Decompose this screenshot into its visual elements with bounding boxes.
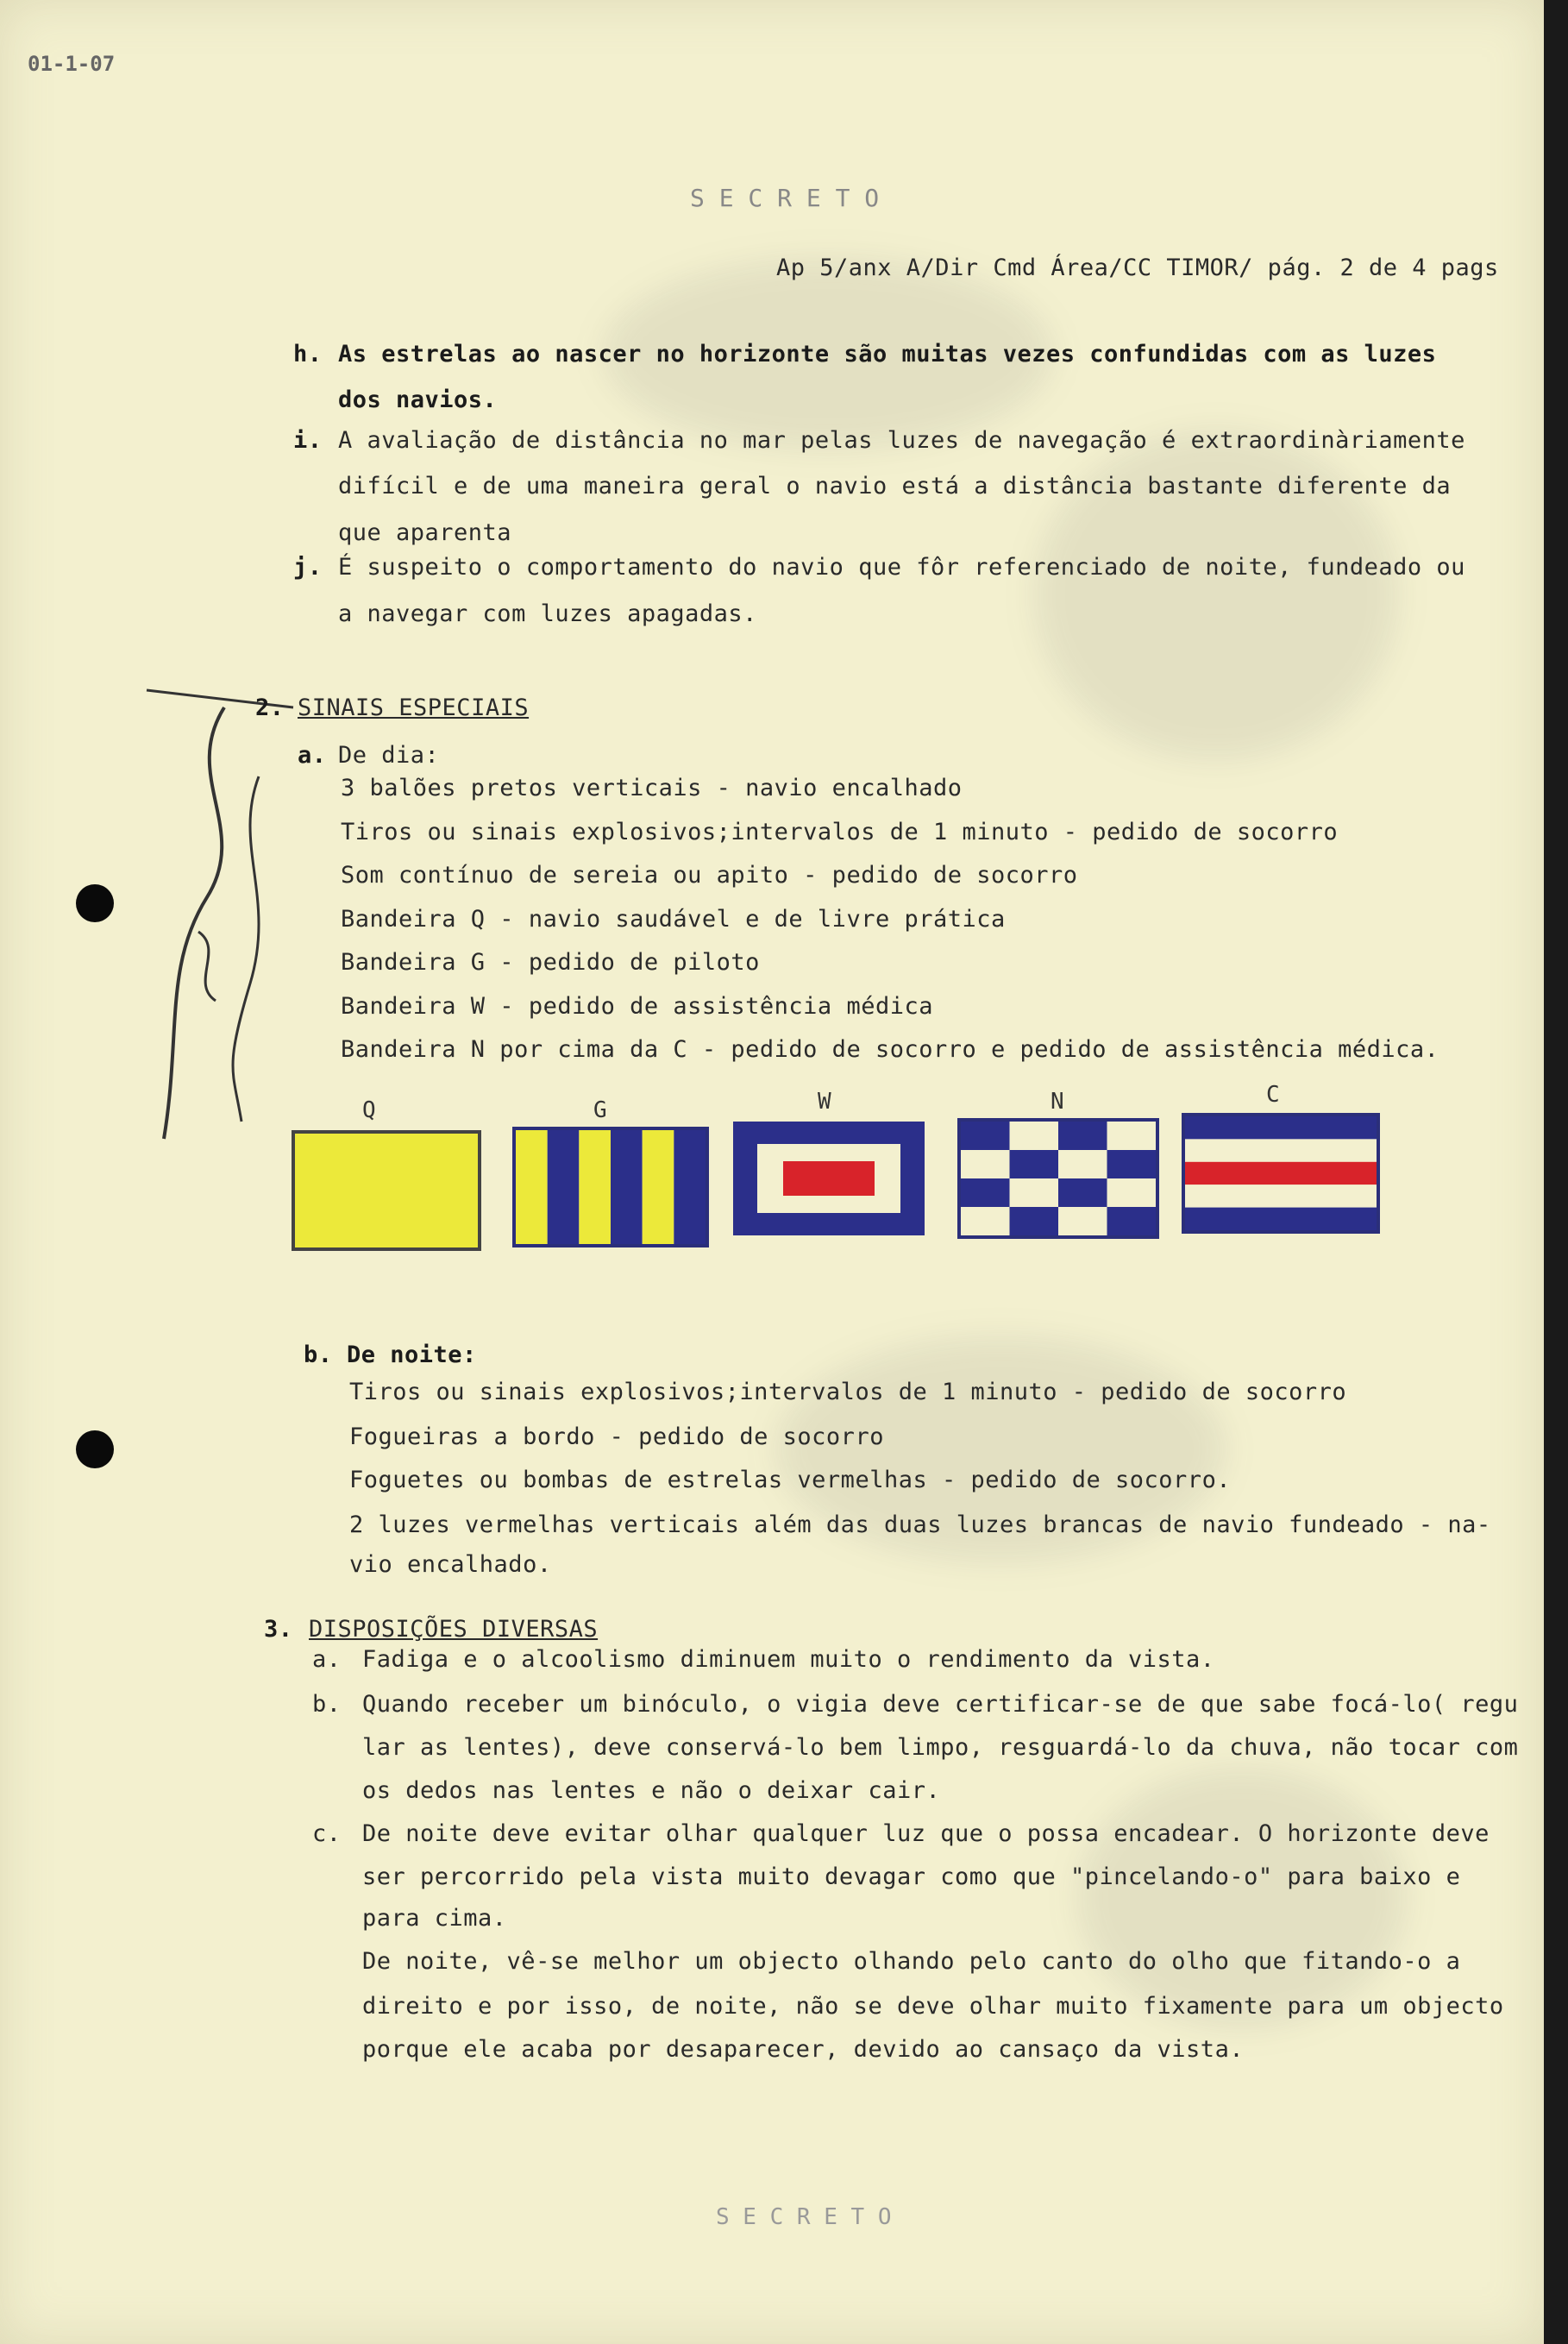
- item-line: Fadiga e o alcoolismo diminuem muito o rendimento da vista.: [362, 1646, 1215, 1673]
- item-line: De noite deve evitar olhar qualquer luz que o possa encadear. O horizonte deve: [362, 1820, 1490, 1847]
- section-3-number: 3.: [264, 1616, 293, 1643]
- night-signal-line: Foguetes ou bombas de estrelas vermelhas - pedido de socorro.: [349, 1467, 1232, 1493]
- day-signal-line: Bandeira W - pedido de assistência médica: [341, 993, 933, 1020]
- section-3-title: DISPOSIÇÕES DIVERSAS: [309, 1616, 599, 1643]
- item-marker: b.: [312, 1691, 342, 1718]
- flag-label-w: W: [818, 1089, 831, 1115]
- corner-mark: 01-1-07: [28, 52, 116, 76]
- night-signal-line: 2 luzes vermelhas verticais além das duas luzes brancas de navio fundeado - na-: [349, 1511, 1491, 1538]
- item-marker: c.: [312, 1820, 342, 1847]
- classification-header: S E C R E T O: [690, 184, 880, 212]
- day-signal-line: Bandeira N por cima da C - pedido de socorro e pedido de assistência médica.: [341, 1036, 1439, 1063]
- document-reference: Ap 5/anx A/Dir Cmd Área/CC TIMOR/ pág. 2 de 4 pags: [776, 255, 1499, 281]
- classification-footer: S E C R E T O: [716, 2204, 892, 2230]
- night-signal-line: Fogueiras a bordo - pedido de socorro: [349, 1423, 884, 1450]
- flag-q-yellow: [292, 1130, 481, 1251]
- item-line: que aparenta: [338, 519, 512, 546]
- item-line: ser percorrido pela vista muito devagar como que "pincelando-o" para baixo e: [362, 1863, 1461, 1890]
- night-marker: b.: [304, 1342, 333, 1368]
- item-line: para cima.: [362, 1905, 507, 1932]
- night-signal-line: vio encalhado.: [349, 1551, 552, 1578]
- flag-label-n: N: [1051, 1089, 1064, 1115]
- day-marker: a.: [298, 742, 327, 769]
- section-2-title: SINAIS ESPECIAIS: [298, 694, 530, 721]
- handwritten-signature: [129, 673, 302, 1156]
- item-line: direito e por isso, de noite, não se deve olhar muito fixamente para um objecto: [362, 1993, 1504, 2020]
- item-line: lar as lentes), deve conservá-lo bem limpo, resguardá-lo da chuva, não tocar com: [362, 1734, 1519, 1761]
- item-line: difícil e de uma maneira geral o navio está a distância bastante diferente da: [338, 473, 1452, 500]
- item-line: porque ele acaba por desaparecer, devido ao cansaço da vista.: [362, 2036, 1245, 2063]
- day-signal-line: Bandeira G - pedido de piloto: [341, 949, 760, 976]
- flag-g-striped: [512, 1127, 709, 1247]
- item-line: De noite, vê-se melhor um objecto olhando pelo canto do olho que fitando-o a: [362, 1948, 1461, 1975]
- punch-hole: [76, 1430, 114, 1468]
- punch-hole: [76, 884, 114, 922]
- item-line: As estrelas ao nascer no horizonte são muitas vezes confundidas com as luzes: [338, 341, 1437, 368]
- day-signal-line: Tiros ou sinais explosivos;intervalos de 1 minuto - pedido de socorro: [341, 819, 1339, 845]
- flag-c-striped: [1182, 1113, 1380, 1234]
- flag-label-g: G: [593, 1097, 607, 1123]
- night-signal-line: Tiros ou sinais explosivos;intervalos de 1 minuto - pedido de socorro: [349, 1379, 1347, 1405]
- night-heading: De noite:: [347, 1342, 477, 1368]
- day-signal-line: Bandeira Q - navio saudável e de livre prática: [341, 906, 1006, 933]
- flag-label-c: C: [1266, 1082, 1280, 1108]
- item-marker: i.: [293, 427, 323, 454]
- section-2-number: 2.: [255, 694, 285, 721]
- item-line: A avaliação de distância no mar pelas luzes de navegação é extraordinàriamente: [338, 427, 1465, 454]
- item-line: a navegar com luzes apagadas.: [338, 600, 757, 627]
- item-marker: h.: [293, 341, 323, 368]
- item-marker: j.: [293, 554, 323, 581]
- flag-label-q: Q: [362, 1097, 376, 1123]
- item-line: os dedos nas lentes e não o deixar cair.: [362, 1777, 941, 1804]
- day-signal-line: 3 balões pretos verticais - navio encalhado: [341, 775, 963, 801]
- item-marker: a.: [312, 1646, 342, 1673]
- day-heading: De dia:: [338, 742, 440, 769]
- item-line: dos navios.: [338, 386, 498, 413]
- day-signal-line: Som contínuo de sereia ou apito - pedido de socorro: [341, 862, 1078, 889]
- flag-w-medical: [733, 1122, 925, 1235]
- item-line: É suspeito o comportamento do navio que fôr referenciado de noite, fundeado ou: [338, 554, 1465, 581]
- flag-n-checkered: [957, 1118, 1159, 1239]
- item-line: Quando receber um binóculo, o vigia deve certificar-se de que sabe focá-lo( regu: [362, 1691, 1519, 1718]
